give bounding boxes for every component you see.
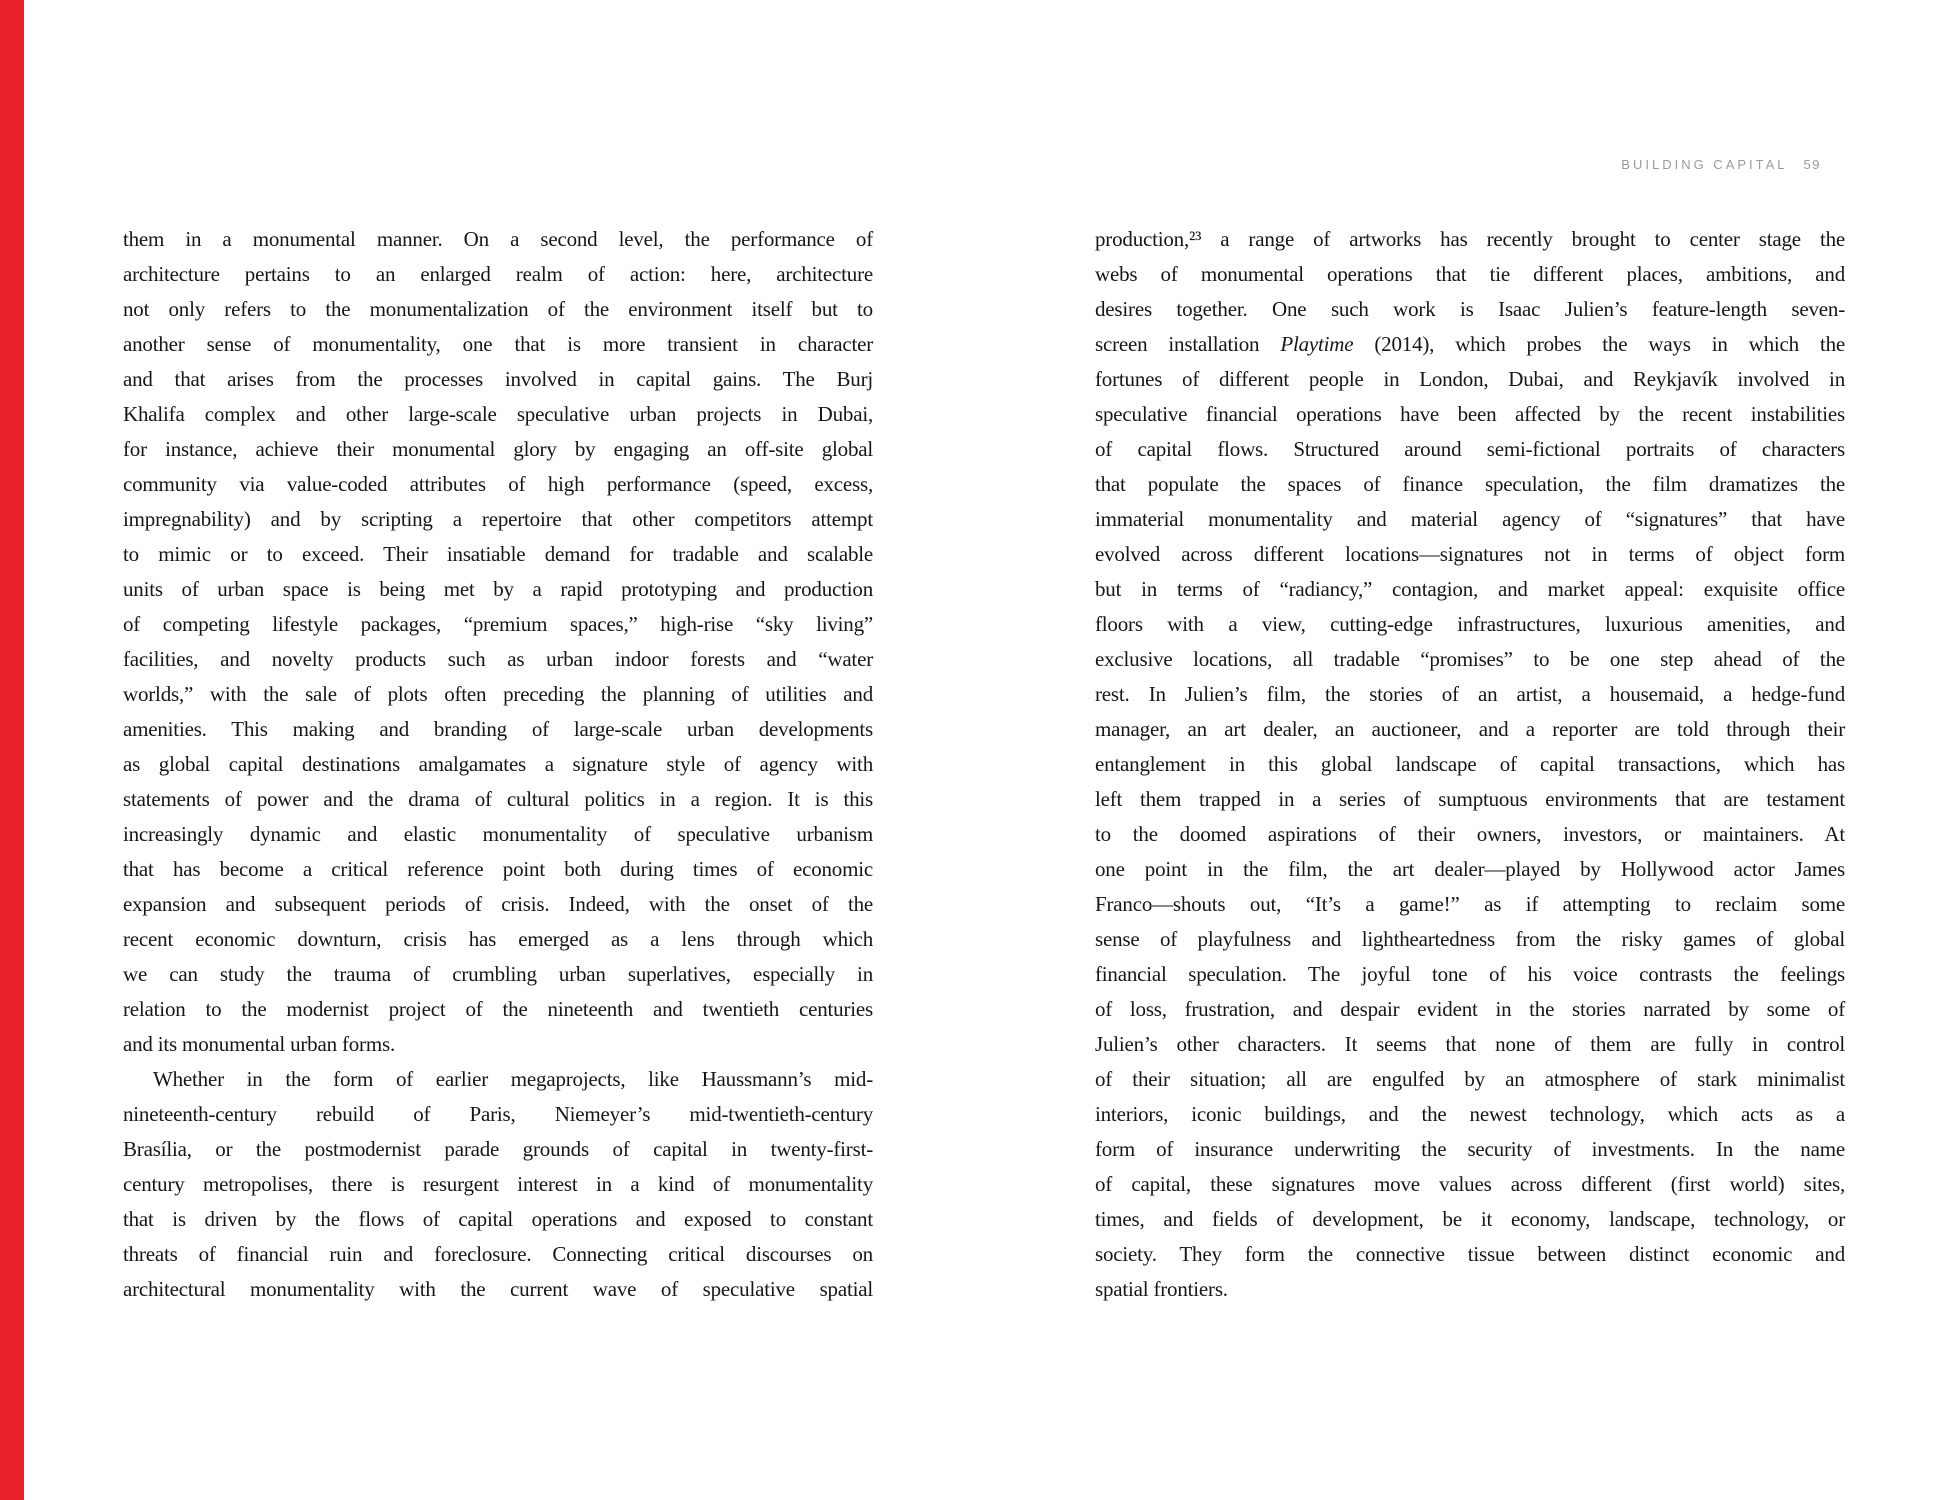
text-line: facilities, and novelty products such as urban indoor forests and “water xyxy=(123,647,873,671)
text-line: and that arises from the processes involved in capital gains. The Burj xyxy=(123,367,873,391)
text-line: manager, an art dealer, an auctioneer, and a reporter are told through their xyxy=(1095,717,1845,741)
text-line: webs of monumental operations that tie different places, ambitions, and xyxy=(1095,262,1845,286)
running-head-title: BUILDING CAPITAL xyxy=(1621,157,1788,172)
paragraph xyxy=(123,222,873,1062)
text-line: financial speculation. The joyful tone of his voice contrasts the feelings xyxy=(1095,962,1845,986)
text-line: desires together. One such work is Isaac Julien’s feature-length seven- xyxy=(1095,297,1845,321)
text-line: entanglement in this global landscape of capital transactions, which has xyxy=(1095,752,1845,776)
text-line: of competing lifestyle packages, “premium spaces,” high-rise “sky living” xyxy=(123,612,873,636)
text-line: increasingly dynamic and elastic monumentality of speculative urbanism xyxy=(123,822,873,846)
paragraph xyxy=(123,1062,873,1307)
text-line: recent economic downturn, crisis has emerged as a lens through which xyxy=(123,927,873,951)
text-line: statements of power and the drama of cultural politics in a region. It is this xyxy=(123,787,873,811)
text-line: spatial frontiers. xyxy=(1095,1277,1228,1301)
text-line: immaterial monumentality and material agency of “signatures” that have xyxy=(1095,507,1845,531)
text-line: society. They form the connective tissue between distinct economic and xyxy=(1095,1242,1845,1266)
text-line: speculative financial operations have been affected by the recent instabilities xyxy=(1095,402,1845,426)
text-line: architecture pertains to an enlarged realm of action: here, architecture xyxy=(123,262,873,286)
text-line: floors with a view, cutting-edge infrastructures, luxurious amenities, and xyxy=(1095,612,1845,636)
right-page-text-column xyxy=(1095,222,1845,1307)
text-line: architectural monumentality with the current wave of speculative spatial xyxy=(123,1277,873,1301)
text-line: Khalifa complex and other large-scale speculative urban projects in Dubai, xyxy=(123,402,873,426)
text-line: production,²³ a range of artworks has recently brought to center stage the xyxy=(1095,227,1845,251)
text-line: rest. In Julien’s film, the stories of an artist, a housemaid, a hedge-fund xyxy=(1095,682,1845,706)
paragraph xyxy=(1095,222,1845,1307)
text-line: units of urban space is being met by a rapid prototyping and production xyxy=(123,577,873,601)
text-line: nineteenth-century rebuild of Paris, Niemeyer’s mid-twentieth-century xyxy=(123,1102,873,1126)
text-line: threats of financial ruin and foreclosure. Connecting critical discourses on xyxy=(123,1242,873,1266)
text-line: screen installation Playtime (2014), which probes the ways in which the xyxy=(1095,332,1845,356)
text-line: fortunes of different people in London, Dubai, and Reykjavík involved in xyxy=(1095,367,1845,391)
text-line: form of insurance underwriting the security of investments. In the name xyxy=(1095,1137,1845,1161)
text-line: of capital, these signatures move values across different (first world) sites, xyxy=(1095,1172,1845,1196)
text-line: amenities. This making and branding of large-scale urban developments xyxy=(123,717,873,741)
text-line: that is driven by the flows of capital operations and exposed to constant xyxy=(123,1207,873,1231)
text-line: that has become a critical reference point both during times of economic xyxy=(123,857,873,881)
text-line: them in a monumental manner. On a second level, the performance of xyxy=(123,227,873,251)
text-line: not only refers to the monumentalization of the environment itself but to xyxy=(123,297,873,321)
text-line: impregnability) and by scripting a repertoire that other competitors attempt xyxy=(123,507,873,531)
text-line: times, and fields of development, be it economy, landscape, technology, or xyxy=(1095,1207,1845,1231)
text-line: of capital flows. Structured around semi-fictional portraits of characters xyxy=(1095,437,1845,461)
spine-accent-bar xyxy=(0,0,24,1500)
text-line: to mimic or to exceed. Their insatiable demand for tradable and scalable xyxy=(123,542,873,566)
text-line: for instance, achieve their monumental glory by engaging an off-site global xyxy=(123,437,873,461)
text-line: and its monumental urban forms. xyxy=(123,1032,395,1056)
text-line: that populate the spaces of finance speculation, the film dramatizes the xyxy=(1095,472,1845,496)
text-line: one point in the film, the art dealer—played by Hollywood actor James xyxy=(1095,857,1845,881)
text-line: Franco—shouts out, “It’s a game!” as if attempting to reclaim some xyxy=(1095,892,1845,916)
text-line: relation to the modernist project of the nineteenth and twentieth centuries xyxy=(123,997,873,1021)
text-line: left them trapped in a series of sumptuous environments that are testament xyxy=(1095,787,1845,811)
text-line: interiors, iconic buildings, and the newest technology, which acts as a xyxy=(1095,1102,1845,1126)
text-line: century metropolises, there is resurgent interest in a kind of monumentality xyxy=(123,1172,873,1196)
text-line: sense of playfulness and lightheartedness from the risky games of global xyxy=(1095,927,1845,951)
text-line: community via value-coded attributes of high performance (speed, excess, xyxy=(123,472,873,496)
text-line: as global capital destinations amalgamates a signature style of agency with xyxy=(123,752,873,776)
running-header xyxy=(1621,157,1821,172)
text-line: Julien’s other characters. It seems that none of them are fully in control xyxy=(1095,1032,1845,1056)
text-line: Brasília, or the postmodernist parade grounds of capital in twenty-first- xyxy=(123,1137,873,1161)
left-page-text-column xyxy=(123,222,873,1307)
text-line: exclusive locations, all tradable “promises” to be one step ahead of the xyxy=(1095,647,1845,671)
text-line: but in terms of “radiancy,” contagion, and market appeal: exquisite office xyxy=(1095,577,1845,601)
text-line: another sense of monumentality, one that is more transient in character xyxy=(123,332,873,356)
text-line: Whether in the form of earlier megaprojects, like Haussmann’s mid- xyxy=(153,1067,873,1091)
text-line: evolved across different locations—signatures not in terms of object form xyxy=(1095,542,1845,566)
text-line: we can study the trauma of crumbling urban superlatives, especially in xyxy=(123,962,873,986)
text-line: expansion and subsequent periods of crisis. Indeed, with the onset of the xyxy=(123,892,873,916)
text-line: of loss, frustration, and despair evident in the stories narrated by some of xyxy=(1095,997,1845,1021)
text-line: worlds,” with the sale of plots often preceding the planning of utilities and xyxy=(123,682,873,706)
page-number: 59 xyxy=(1803,157,1821,172)
text-line: to the doomed aspirations of their owners, investors, or maintainers. At xyxy=(1095,822,1845,846)
text-line: of their situation; all are engulfed by an atmosphere of stark minimalist xyxy=(1095,1067,1845,1091)
